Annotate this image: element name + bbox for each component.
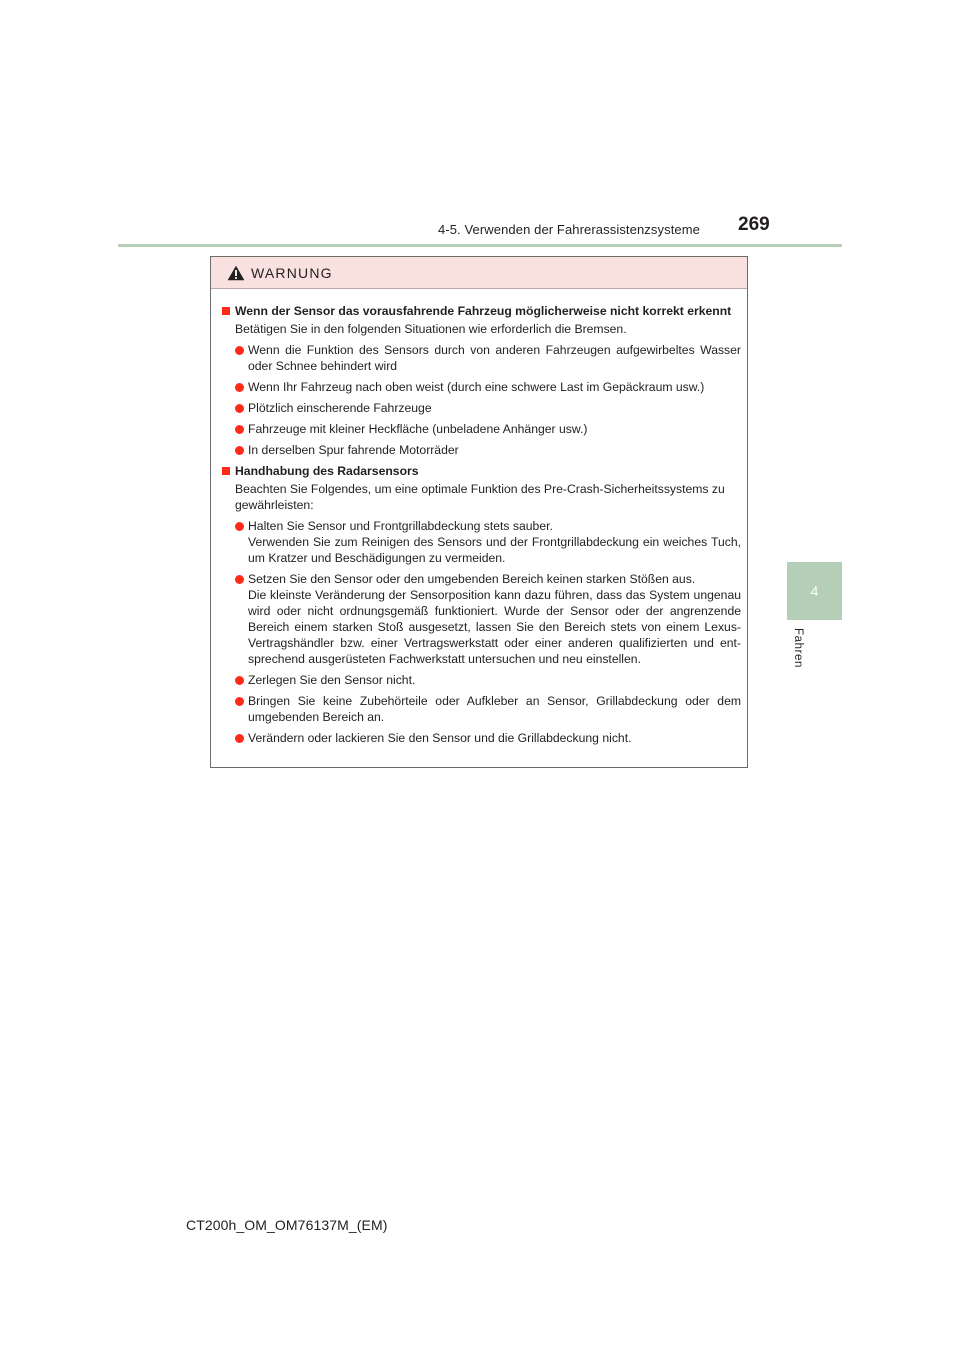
- warning-body: [211, 289, 747, 746]
- bullet-item: [217, 730, 741, 746]
- chapter-label: Fahren: [792, 628, 804, 669]
- bullet-line: Setzen Sie den Sensor oder den umgebenden Bereich keinen starken Stößen aus.: [248, 572, 696, 586]
- bullet-item: [217, 518, 741, 566]
- bullet-item: [217, 379, 741, 395]
- bullet-line: Zerlegen Sie den Sensor nicht.: [248, 673, 416, 687]
- bullet-item: [217, 693, 741, 725]
- round-bullet-icon: [235, 575, 244, 584]
- warning-triangle-icon: [227, 265, 245, 281]
- chapter-number: 4: [810, 583, 819, 599]
- bullet-line: Plötzlich einscherende Fahrzeuge: [248, 401, 432, 415]
- bullet-text: [248, 379, 741, 395]
- bullet-line: In derselben Spur fahrende Motorräder: [248, 443, 459, 457]
- bullet-item: [217, 400, 741, 416]
- bullet-text: [248, 342, 741, 374]
- chapter-tab: [787, 562, 842, 620]
- square-bullet-icon: [222, 467, 230, 475]
- warning-title: WARNUNG: [251, 264, 333, 281]
- warning-box: [210, 256, 748, 768]
- bullet-item: [217, 571, 741, 667]
- bullet-line: Wenn die Funktion des Sensors durch von anderen Fahrzeugen aufgewirbeltes Wasser oder Schnee behindert wird: [248, 343, 741, 373]
- round-bullet-icon: [235, 697, 244, 706]
- bullet-line: Verwenden Sie zum Reinigen des Sensors und der Frontgrillabdeckung ein weiches Tuch, um Kratzer und Beschädigungen zu vermeiden.: [248, 535, 741, 565]
- bullet-item: [217, 672, 741, 688]
- bullet-text: [248, 571, 741, 667]
- round-bullet-icon: [235, 734, 244, 743]
- section-heading-text: Wenn der Sensor das vorausfahrende Fahrzeug möglicherweise nicht korrekt erkennt: [235, 304, 732, 318]
- bullet-text: [248, 672, 741, 688]
- footer-document-code: CT200h_OM_OM76137M_(EM): [186, 1217, 388, 1233]
- section-intro: Betätigen Sie in den folgenden Situationen wie erforderlich die Bremsen.: [235, 322, 627, 336]
- section-header-title: 4-5. Verwenden der Fahrerassistenzsysteme: [437, 222, 700, 237]
- bullet-item: [217, 442, 741, 458]
- round-bullet-icon: [235, 676, 244, 685]
- page-number: 269: [738, 214, 770, 235]
- round-bullet-icon: [235, 425, 244, 434]
- section-intro: Beachten Sie Folgendes, um eine optimale Funktion des Pre-Crash-Sicherheitssystems zu gewährleisten:: [235, 482, 725, 512]
- bullet-text: [248, 518, 741, 566]
- round-bullet-icon: [235, 383, 244, 392]
- bullet-line: Die kleinste Veränderung der Sensorposition kann dazu führen, dass das System ungenau wird oder nicht ordnungsgemäß funktioniert. Wurde der Sensor oder der angrenzende Bereich einem starken Stoß ausgesetzt, lassen Sie den Bereich stets von einem Lexus-Vertragshändler bzw. einer Vertragswerkstatt oder einer anderen qualifizierten und ent-sprechend ausgerüsteten Fachwerkstatt untersuchen und neu einstellen.: [248, 588, 741, 666]
- square-bullet-icon: [222, 307, 230, 315]
- section-heading-text: Handhabung des Radarsensors: [235, 464, 419, 478]
- round-bullet-icon: [235, 522, 244, 531]
- bullet-line: Halten Sie Sensor und Frontgrillabdeckung stets sauber.: [248, 519, 553, 533]
- warning-section-heading: [217, 463, 741, 479]
- warning-section-heading: [217, 303, 741, 319]
- round-bullet-icon: [235, 446, 244, 455]
- bullet-text: [248, 730, 741, 746]
- bullet-text: [248, 442, 741, 458]
- bullet-text: [248, 400, 741, 416]
- bullet-line: Wenn Ihr Fahrzeug nach oben weist (durch eine schwere Last im Gepäckraum usw.): [248, 380, 705, 394]
- bullet-item: [217, 421, 741, 437]
- bullet-text: [248, 693, 741, 725]
- bullet-line: Fahrzeuge mit kleiner Heckfläche (unbeladene Anhänger usw.): [248, 422, 588, 436]
- round-bullet-icon: [235, 346, 244, 355]
- warning-header: [211, 257, 747, 289]
- bullet-line: Bringen Sie keine Zubehörteile oder Aufkleber an Sensor, Grillabdeckung oder dem umgebenden Bereich an.: [248, 694, 741, 724]
- bullet-line: Verändern oder lackieren Sie den Sensor und die Grillabdeckung nicht.: [248, 731, 632, 745]
- header-divider: [118, 244, 842, 247]
- bullet-text: [248, 421, 741, 437]
- round-bullet-icon: [235, 404, 244, 413]
- bullet-item: [217, 342, 741, 374]
